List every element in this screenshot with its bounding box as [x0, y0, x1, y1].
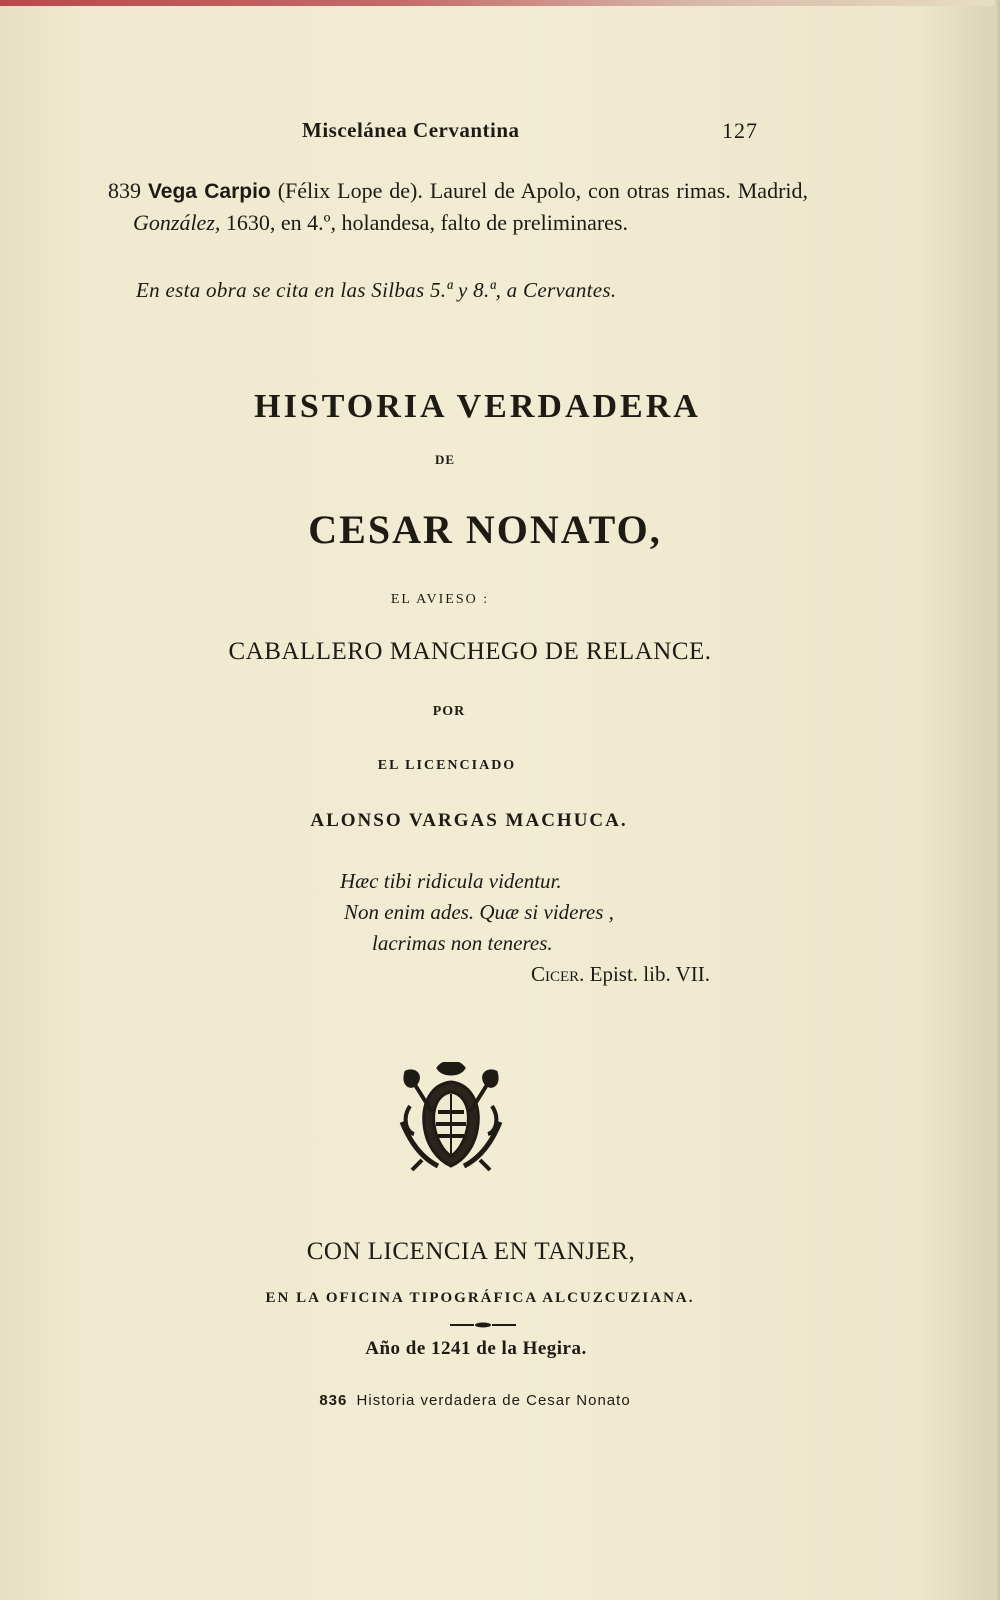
entry-note: En esta obra se cita en las Silbas 5.ª y 8.ª, a Cervantes. [136, 278, 617, 302]
caption-number: 836 [319, 1392, 348, 1409]
page-right-edge [994, 0, 1000, 1600]
imprint-line-2: EN LA OFICINA TIPOGRÁFICA ALCUZCUZIANA. [265, 1290, 695, 1306]
epigraph-line-3: lacrimas non teneres. [372, 931, 553, 955]
page-number: 127 [722, 118, 758, 143]
imprint-year: Año de 1241 de la Hegira. [365, 1338, 587, 1359]
entry-number: 839 [108, 178, 141, 203]
ornamental-rule [448, 1322, 518, 1328]
catalog-entry [108, 175, 808, 238]
epigraph-line-2: Non enim ades. Quæ si videres , [344, 900, 614, 924]
caption-text: Historia verdadera de Cesar Nonato [356, 1392, 631, 1409]
figure-caption [0, 1392, 1000, 1409]
entry-author-rest: (Félix Lope de). Laurel de Apolo, con otras rimas. Madrid, [277, 178, 809, 203]
entry-printer: González, [133, 210, 221, 235]
title-line-cesar: CESAR NONATO, [308, 507, 662, 552]
title-line-de: DE [434, 452, 456, 467]
title-line-por: POR [432, 704, 466, 719]
author-name: ALONSO VARGAS MACHUCA. [310, 810, 628, 831]
epigraph-citation [340, 959, 720, 990]
entry-author: Vega Carpio [147, 180, 271, 203]
imprint-line-1: CON LICENCIA EN TANJER, [306, 1238, 636, 1265]
title-line-historia: HISTORIA VERDADERA [254, 388, 701, 425]
title-line-caballero: CABALLERO MANCHEGO DE RELANCE. [228, 638, 712, 665]
running-head [0, 118, 1000, 148]
title-line-avieso: EL AVIESO : [390, 592, 490, 607]
citation-source: Epist. lib. VII. [589, 962, 710, 986]
title-line-licenciado: EL LICENCIADO [377, 758, 517, 773]
heraldic-ornament-icon [392, 1062, 510, 1174]
epigraph [340, 866, 720, 990]
entry-details: 1630, en 4.º, holandesa, falto de preliminares. [225, 210, 628, 235]
epigraph-line-1: Hæc tibi ridicula videntur. [340, 869, 562, 893]
citation-author: Cicer. [530, 962, 585, 986]
running-title: Miscelánea Cervantina [302, 118, 520, 142]
page-top-edge [0, 0, 1000, 6]
